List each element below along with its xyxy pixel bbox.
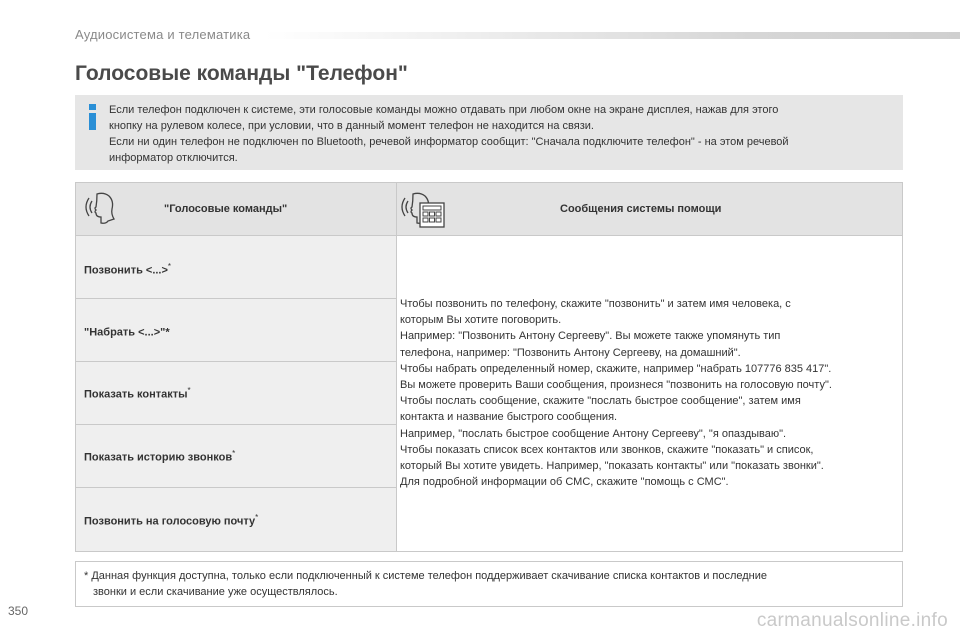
- column-divider: [396, 235, 397, 551]
- voice-commands-table: [75, 182, 903, 552]
- info-line: кнопку на рулевом колесе, при условии, что в данный момент телефон не находится на связи.: [109, 120, 594, 132]
- footnote-mark: *: [167, 262, 172, 271]
- table-header: [76, 183, 902, 236]
- footnote-line: звонки и если скачивание уже осуществлялось.: [93, 586, 338, 598]
- command-row: [76, 362, 396, 425]
- help-line: Например, "послать быстрое сообщение Антону Сергееву", "я опаздываю".: [400, 427, 787, 440]
- help-line: который Вы хотите увидеть. Например, "показать контакты" или "показать звонки".: [400, 460, 824, 473]
- help-line: Чтобы показать список всех контактов или звонков, скажите "показать" и список,: [400, 443, 814, 456]
- watermark: carmanualsonline.info: [756, 610, 948, 631]
- footnote-line: * Данная функция доступна, только если подключенный к системе телефон поддерживает скачивание списка контактов и последние: [84, 570, 768, 582]
- header-decoration-bar: [265, 32, 960, 39]
- footnote-mark: *: [232, 449, 236, 458]
- section-title: Аудиосистема и телематика: [75, 27, 251, 42]
- info-icon: [88, 104, 98, 130]
- help-line: контакта и название быстрого сообщения.: [400, 411, 618, 424]
- help-line: Чтобы послать сообщение, скажите "послать быстрое сообщение", затем имя: [400, 395, 801, 408]
- table-header-commands: [76, 183, 397, 235]
- voice-screen-icon: [401, 191, 449, 231]
- help-line: Вы можете проверить Ваши сообщения, произнеся "позвонить на голосовую почту".: [400, 379, 832, 392]
- footnote-mark: *: [255, 513, 259, 522]
- footnote-text: [84, 568, 889, 600]
- header-help-label: Сообщения системы помощи: [560, 203, 722, 215]
- help-line: Чтобы набрать определенный номер, скажите, например "набрать 107776 835 417".: [400, 362, 832, 375]
- command-row: [76, 488, 396, 551]
- help-line: телефона, например: "Позвонить Антону Сергееву, на домашний".: [400, 346, 741, 359]
- command-row: [76, 425, 396, 488]
- command-label: Позвонить на голосовую почту: [84, 515, 256, 528]
- table-header-help: [397, 183, 902, 235]
- info-box: [75, 95, 903, 170]
- page-number: 350: [8, 604, 29, 618]
- help-line: Чтобы позвонить по телефону, скажите "позвонить" и затем имя человека, с: [400, 298, 791, 310]
- footnote-mark: *: [187, 386, 191, 395]
- header-commands-label: "Голосовые команды": [164, 203, 288, 215]
- command-row: [76, 299, 396, 362]
- command-label: Показать историю звонков: [84, 451, 233, 464]
- help-text: [400, 296, 900, 490]
- help-line: Для подробной информации об СМС, скажите "помощь с СМС".: [400, 476, 729, 489]
- voice-command-icon: [84, 191, 120, 227]
- help-line: Например: "Позвонить Антону Сергееву". Вы можете также упомянуть тип: [400, 330, 781, 343]
- info-line: Если телефон подключен к системе, эти голосовые команды можно отдавать при любом окне на экране дисплея, нажав для этого: [109, 104, 779, 116]
- info-line: Если ни один телефон не подключен по Bluetooth, речевой информатор сообщит: "Сначала подключите телефон" - на этом речевой: [109, 136, 789, 148]
- footnote-box: [75, 561, 903, 607]
- help-line: которым Вы хотите поговорить.: [400, 314, 562, 327]
- command-label: "Набрать <...>"*: [84, 326, 170, 339]
- page-title: Голосовые команды "Телефон": [75, 62, 408, 85]
- commands-column: [76, 236, 396, 551]
- command-row: [76, 236, 396, 299]
- command-label: Позвонить <...>: [84, 264, 168, 277]
- info-line: информатор отключится.: [109, 152, 238, 164]
- info-text: [109, 102, 894, 166]
- command-label: Показать контакты: [84, 388, 188, 401]
